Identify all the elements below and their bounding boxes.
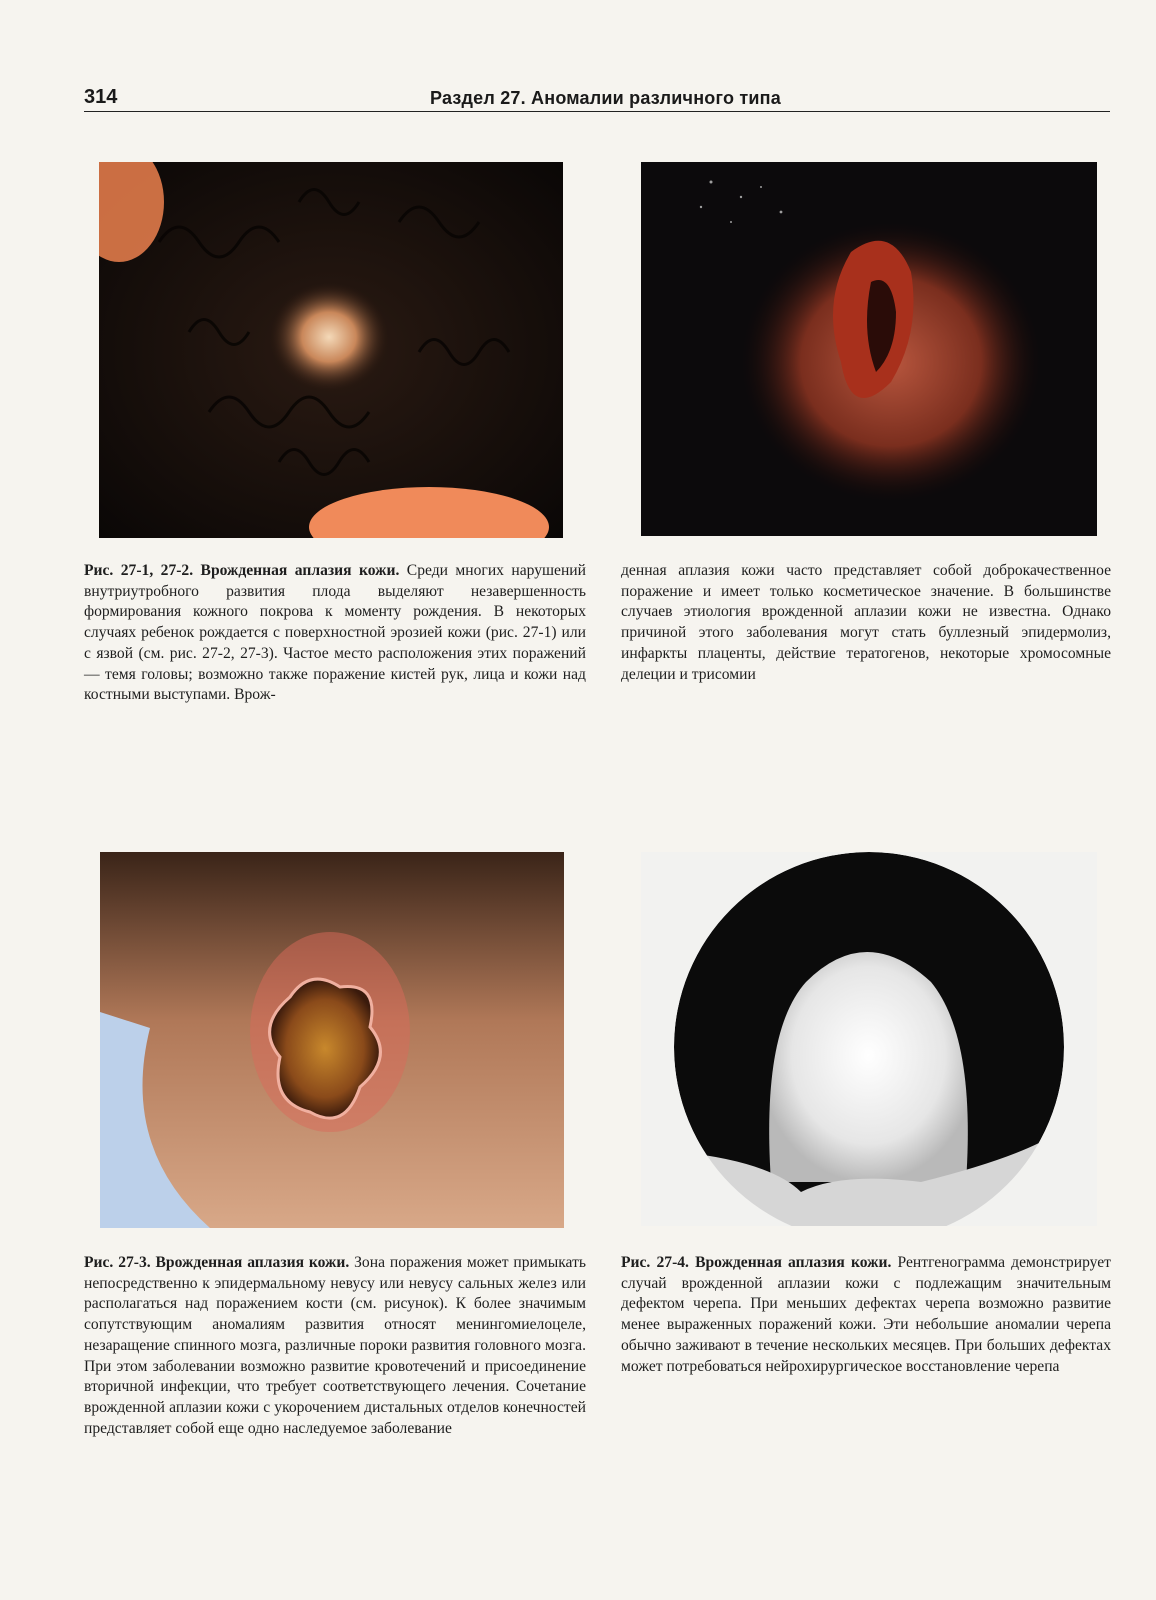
caption-text: Среди многих нарушений внутриутробного развития плода выделяют незавершенность формирования кожного покрова к моменту рождения. В некоторых случаях ребенок рождается с поверхностной эрозией кожи (рис. 27-1) или с язвой (см. рис. 27-2, 27-3). Частое место расположения этих поражений — темя головы; возможно также поражение кистей рук, лица и кожи над костными выступами. Врож- (84, 562, 586, 704)
running-head: Раздел 27. Аномалии различного типа (430, 88, 781, 108)
header-rule (84, 111, 1110, 112)
figure-27-4-radiograph (641, 852, 1097, 1226)
caption-fig-27-1-2 (84, 561, 586, 706)
caption-fig-27-3 (84, 1253, 586, 1439)
caption-label: Рис. 27-4. Врожденная аплазия кожи. (621, 1254, 892, 1271)
caption-text: денная аплазия кожи часто представляет собой доброкачественное поражение и имеет только косметическое значение. В большинстве случаев этиология врожденной аплазии кожи не известна. Однако причиной этого заболевания могут стать буллезный эпидермолиз, инфаркты плаценты, действие тератогенов, некоторые хромосомные делеции и трисомии (621, 562, 1111, 683)
caption-label: Рис. 27-1, 27-2. Врожденная аплазия кожи. (84, 562, 400, 579)
caption-text: Рентгенограмма демонстрирует случай врожденной аплазии кожи с подлежащим значительным дефектом черепа. При меньших дефектах черепа возможно развитие менее выраженных поражений кожи. Эти небольшие аномалии черепа обычно заживают в течение нескольких месяцев. При больших дефектах может потребоваться нейрохирургическое восстановление черепа (621, 1254, 1111, 1375)
caption-text: Зона поражения может примыкать непосредственно к эпидермальному невусу или невусу сальных желез или располагаться над поражением кости (см. рисунок). К более значимым сопутствующим аномалиям развития относят менингомиелоцеле, незаращение спинного мозга, различные пороки развития головного мозга. При этом заболевании возможно развитие кровотечений и присоединение вторичной инфекции, что требует соответствующего лечения. Сочетание врожденной аплазии кожи с укорочением дистальных отделов конечностей представляет собой еще одно наследуемое заболевание (84, 1254, 586, 1437)
caption-label: Рис. 27-3. Врожденная аплазия кожи. (84, 1254, 350, 1271)
caption-fig-27-4 (621, 1253, 1111, 1377)
caption-fig-27-1-2-continued (621, 561, 1111, 685)
figure-27-3-photo (100, 852, 564, 1228)
figure-27-1-photo (99, 162, 563, 538)
page-number: 314 (84, 86, 118, 108)
figure-27-2-photo (641, 162, 1097, 536)
